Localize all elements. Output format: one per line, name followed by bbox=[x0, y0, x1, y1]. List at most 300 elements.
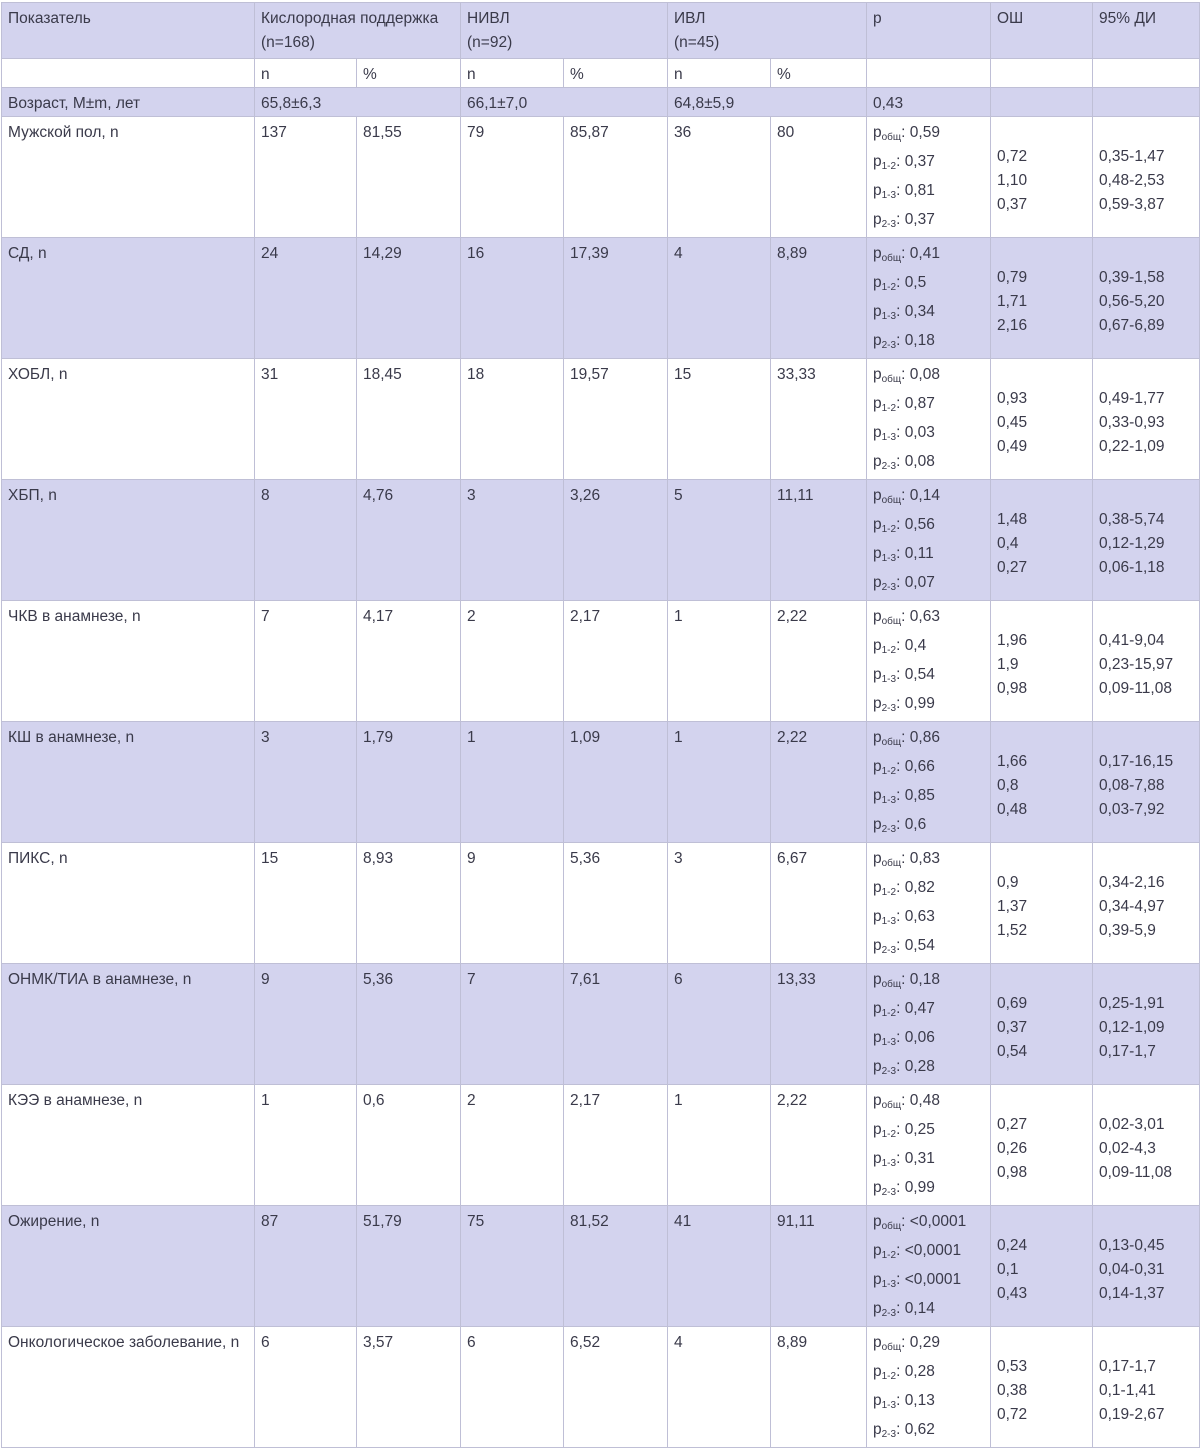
p-symbol: p bbox=[873, 1029, 882, 1046]
table-row bbox=[2, 117, 1200, 238]
row-label: СД, n bbox=[2, 238, 255, 359]
p-subscript: 1-3 bbox=[881, 1279, 897, 1290]
p-symbol: p bbox=[873, 211, 882, 228]
table-row bbox=[2, 359, 1200, 480]
odds-ratio-line: 1,52 bbox=[997, 922, 1028, 939]
ci-95-line: 0,02-4,3 bbox=[1099, 1140, 1156, 1157]
p-subscript: 1-3 bbox=[881, 795, 897, 806]
cell-pct2: 7,61 bbox=[564, 964, 668, 1085]
p-1-3 bbox=[873, 179, 984, 208]
ci-95 bbox=[1093, 238, 1200, 359]
p-1-2 bbox=[873, 150, 984, 179]
odds-ratio-line: 0,8 bbox=[997, 777, 1019, 794]
p-value: : 0,41 bbox=[901, 245, 940, 262]
odds-ratio-line: 0,45 bbox=[997, 414, 1028, 431]
p-subscript: 1-2 bbox=[881, 282, 897, 293]
p-subscript: 2-3 bbox=[881, 1429, 897, 1440]
ci-95-line: 0,25-1,91 bbox=[1099, 995, 1165, 1012]
p-overall bbox=[873, 726, 984, 755]
p-symbol: p bbox=[873, 787, 882, 804]
p-symbol: p bbox=[873, 1150, 882, 1167]
ci-95-line: 0,41-9,04 bbox=[1099, 632, 1165, 649]
subheader-pct: % bbox=[564, 59, 668, 88]
cell-pct2: 6,52 bbox=[564, 1327, 668, 1448]
row-label: ОНМК/ТИА в анамнезе, n bbox=[2, 964, 255, 1085]
cell-n1: 7 bbox=[255, 601, 357, 722]
p-2-3 bbox=[873, 571, 984, 600]
header-p: p bbox=[867, 3, 991, 59]
p-symbol: p bbox=[873, 1213, 882, 1230]
p-value: : 0,85 bbox=[896, 787, 935, 804]
row-label: Ожирение, n bbox=[2, 1206, 255, 1327]
odds-ratio-line: 1,48 bbox=[997, 511, 1028, 528]
ci-95 bbox=[1093, 722, 1200, 843]
row-label: ЧКВ в анамнезе, n bbox=[2, 601, 255, 722]
odds-ratio bbox=[991, 1206, 1093, 1327]
p-values bbox=[867, 359, 991, 480]
p-value: : 0,5 bbox=[896, 274, 927, 291]
cell-n1: 9 bbox=[255, 964, 357, 1085]
p-1-3 bbox=[873, 1147, 984, 1176]
odds-ratio-line: 0,27 bbox=[997, 559, 1028, 576]
p-value: : 0,83 bbox=[901, 850, 940, 867]
cell-pct3: 6,67 bbox=[771, 843, 867, 964]
p-2-3 bbox=[873, 934, 984, 963]
blank-line bbox=[997, 1331, 1086, 1355]
p-overall bbox=[873, 605, 984, 634]
header-indicator: Показатель bbox=[2, 3, 255, 59]
p-overall bbox=[873, 1331, 984, 1360]
p-subscript: 1-3 bbox=[881, 1400, 897, 1411]
p-values bbox=[867, 843, 991, 964]
odds-ratio-line: 0,72 bbox=[997, 1406, 1028, 1423]
blank-line bbox=[1099, 1331, 1193, 1355]
p-values bbox=[867, 1327, 991, 1448]
odds-ratio-line: 0,49 bbox=[997, 438, 1028, 455]
odds-ratio-line: 0,24 bbox=[997, 1237, 1028, 1254]
odds-ratio-line: 0,43 bbox=[997, 1285, 1028, 1302]
ci-95-line: 0,09-11,08 bbox=[1099, 680, 1172, 697]
cell-n1: 87 bbox=[255, 1206, 357, 1327]
odds-ratio-line: 0,48 bbox=[997, 801, 1028, 818]
cell-n1: 137 bbox=[255, 117, 357, 238]
ci-95-line: 0,03-7,92 bbox=[1099, 801, 1165, 818]
cell-pct3: 91,11 bbox=[771, 1206, 867, 1327]
p-subscript: 1-3 bbox=[881, 190, 897, 201]
p-subscript: общ bbox=[881, 858, 902, 869]
p-2-3 bbox=[873, 1055, 984, 1084]
header-group-imv bbox=[668, 3, 867, 59]
cell-n2: 18 bbox=[461, 359, 564, 480]
cell-pct3: 2,22 bbox=[771, 601, 867, 722]
p-values bbox=[867, 1206, 991, 1327]
age-row bbox=[2, 88, 1200, 117]
table-row bbox=[2, 238, 1200, 359]
header-or: ОШ bbox=[991, 3, 1093, 59]
ci-95 bbox=[1093, 1327, 1200, 1448]
odds-ratio bbox=[991, 843, 1093, 964]
p-value: : 0,56 bbox=[896, 516, 935, 533]
p-symbol: p bbox=[873, 182, 882, 199]
p-symbol: p bbox=[873, 1271, 882, 1288]
age-niv: 66,1±7,0 bbox=[461, 88, 668, 117]
cell-pct1: 4,76 bbox=[357, 480, 461, 601]
ci-95-line: 0,04-0,31 bbox=[1099, 1261, 1165, 1278]
ci-95-line: 0,59-3,87 bbox=[1099, 196, 1165, 213]
ci-95-line: 0,34-2,16 bbox=[1099, 874, 1165, 891]
p-symbol: p bbox=[873, 908, 882, 925]
ci-95-line: 0,38-5,74 bbox=[1099, 511, 1165, 528]
group-name: НИВЛ bbox=[467, 10, 510, 27]
odds-ratio-line: 0,4 bbox=[997, 535, 1019, 552]
p-subscript: 1-2 bbox=[881, 1129, 897, 1140]
cell-pct1: 14,29 bbox=[357, 238, 461, 359]
p-subscript: 1-2 bbox=[881, 1250, 897, 1261]
odds-ratio-line: 0,37 bbox=[997, 196, 1028, 213]
p-symbol: p bbox=[873, 695, 882, 712]
ci-95-line: 0,33-0,93 bbox=[1099, 414, 1165, 431]
ci-95-line: 0,13-0,45 bbox=[1099, 1237, 1165, 1254]
group-count: (n=168) bbox=[261, 34, 315, 51]
subheader-n: n bbox=[668, 59, 771, 88]
p-symbol: p bbox=[873, 366, 882, 383]
odds-ratio-line: 0,53 bbox=[997, 1358, 1028, 1375]
odds-ratio-line: 0,98 bbox=[997, 1164, 1028, 1181]
cell-n3: 1 bbox=[668, 722, 771, 843]
p-1-3 bbox=[873, 663, 984, 692]
age-p: 0,43 bbox=[867, 88, 991, 117]
p-value: : 0,25 bbox=[896, 1121, 935, 1138]
ci-95-line: 0,12-1,29 bbox=[1099, 535, 1165, 552]
p-2-3 bbox=[873, 329, 984, 358]
cell-pct3: 2,22 bbox=[771, 1085, 867, 1206]
p-value: : 0,86 bbox=[901, 729, 940, 746]
p-subscript: 1-2 bbox=[881, 524, 897, 535]
cell-n3: 41 bbox=[668, 1206, 771, 1327]
odds-ratio-line: 0,38 bbox=[997, 1382, 1028, 1399]
row-label: ХОБЛ, n bbox=[2, 359, 255, 480]
p-value: : 0,63 bbox=[901, 608, 940, 625]
p-symbol: p bbox=[873, 879, 882, 896]
p-value: : <0,0001 bbox=[896, 1242, 962, 1259]
p-value: : 0,06 bbox=[896, 1029, 935, 1046]
cell-pct3: 11,11 bbox=[771, 480, 867, 601]
group-name: Кислородная поддержка bbox=[261, 10, 439, 27]
p-subscript: 1-3 bbox=[881, 916, 897, 927]
ci-95 bbox=[1093, 964, 1200, 1085]
odds-ratio-line: 0,37 bbox=[997, 1019, 1028, 1036]
ci-95-line: 0,14-1,37 bbox=[1099, 1285, 1165, 1302]
p-symbol: p bbox=[873, 1334, 882, 1351]
p-2-3 bbox=[873, 450, 984, 479]
blank-line bbox=[1099, 605, 1193, 629]
blank-line bbox=[997, 363, 1086, 387]
p-subscript: общ bbox=[881, 979, 902, 990]
cell-n3: 4 bbox=[668, 1327, 771, 1448]
cell-n3: 1 bbox=[668, 1085, 771, 1206]
cell-n2: 9 bbox=[461, 843, 564, 964]
table-row bbox=[2, 964, 1200, 1085]
cell-n1: 6 bbox=[255, 1327, 357, 1448]
cell-pct2: 81,52 bbox=[564, 1206, 668, 1327]
p-subscript: общ bbox=[881, 132, 902, 143]
p-value: : 0,03 bbox=[896, 424, 935, 441]
ci-95 bbox=[1093, 601, 1200, 722]
p-symbol: p bbox=[873, 1242, 882, 1259]
table-row bbox=[2, 601, 1200, 722]
p-subscript: 1-3 bbox=[881, 1158, 897, 1169]
header-ci: 95% ДИ bbox=[1093, 3, 1200, 59]
p-symbol: p bbox=[873, 1179, 882, 1196]
blank-line bbox=[997, 847, 1086, 871]
p-value: : 0,18 bbox=[896, 332, 935, 349]
cell-pct1: 5,36 bbox=[357, 964, 461, 1085]
ci-95-line: 0,17-1,7 bbox=[1099, 1358, 1156, 1375]
p-symbol: p bbox=[873, 245, 882, 262]
subheader-empty bbox=[991, 59, 1093, 88]
blank-line bbox=[1099, 1210, 1193, 1234]
p-value: : 0,82 bbox=[896, 879, 935, 896]
p-subscript: 1-2 bbox=[881, 645, 897, 656]
ci-95-line: 0,67-6,89 bbox=[1099, 317, 1165, 334]
p-subscript: 1-3 bbox=[881, 311, 897, 322]
p-subscript: 2-3 bbox=[881, 1187, 897, 1198]
subheader-empty bbox=[2, 59, 255, 88]
ci-95-line: 0,34-4,97 bbox=[1099, 898, 1165, 915]
blank-line bbox=[1099, 726, 1193, 750]
blank-line bbox=[997, 726, 1086, 750]
p-subscript: 1-2 bbox=[881, 1008, 897, 1019]
odds-ratio-line: 1,66 bbox=[997, 753, 1028, 770]
comorbidity-table bbox=[1, 2, 1200, 1448]
cell-n1: 31 bbox=[255, 359, 357, 480]
odds-ratio bbox=[991, 601, 1093, 722]
p-subscript: 2-3 bbox=[881, 1066, 897, 1077]
p-1-3 bbox=[873, 421, 984, 450]
ci-95-line: 0,23-15,97 bbox=[1099, 656, 1174, 673]
p-subscript: 2-3 bbox=[881, 582, 897, 593]
p-symbol: p bbox=[873, 1092, 882, 1109]
age-ci bbox=[1093, 88, 1200, 117]
ci-95-line: 0,22-1,09 bbox=[1099, 438, 1165, 455]
cell-n2: 2 bbox=[461, 601, 564, 722]
odds-ratio-line: 0,72 bbox=[997, 148, 1028, 165]
blank-line bbox=[1099, 242, 1193, 266]
p-symbol: p bbox=[873, 1363, 882, 1380]
cell-pct2: 1,09 bbox=[564, 722, 668, 843]
table-row bbox=[2, 1085, 1200, 1206]
p-overall bbox=[873, 363, 984, 392]
cell-n2: 3 bbox=[461, 480, 564, 601]
p-value: : <0,0001 bbox=[896, 1271, 962, 1288]
p-value: : 0,87 bbox=[896, 395, 935, 412]
p-subscript: 1-2 bbox=[881, 1371, 897, 1382]
p-symbol: p bbox=[873, 1392, 882, 1409]
blank-line bbox=[1099, 847, 1193, 871]
ci-95 bbox=[1093, 117, 1200, 238]
p-value: : 0,54 bbox=[896, 937, 935, 954]
p-symbol: p bbox=[873, 516, 882, 533]
odds-ratio bbox=[991, 722, 1093, 843]
odds-ratio-line: 0,93 bbox=[997, 390, 1028, 407]
cell-n3: 36 bbox=[668, 117, 771, 238]
blank-line bbox=[997, 1089, 1086, 1113]
cell-pct1: 4,17 bbox=[357, 601, 461, 722]
cell-pct1: 8,93 bbox=[357, 843, 461, 964]
ci-95-line: 0,49-1,77 bbox=[1099, 390, 1165, 407]
subheader-empty bbox=[867, 59, 991, 88]
p-value: : 0,31 bbox=[896, 1150, 935, 1167]
cell-n3: 15 bbox=[668, 359, 771, 480]
p-value: : 0,59 bbox=[901, 124, 940, 141]
p-symbol: p bbox=[873, 453, 882, 470]
blank-line bbox=[997, 1210, 1086, 1234]
p-value: : 0,37 bbox=[896, 153, 935, 170]
age-or bbox=[991, 88, 1093, 117]
cell-pct2: 19,57 bbox=[564, 359, 668, 480]
ci-95-line: 0,02-3,01 bbox=[1099, 1116, 1165, 1133]
p-value: : 0,18 bbox=[901, 971, 940, 988]
p-value: : 0,37 bbox=[896, 211, 935, 228]
subheader-n: n bbox=[255, 59, 357, 88]
p-symbol: p bbox=[873, 850, 882, 867]
ci-95 bbox=[1093, 359, 1200, 480]
p-subscript: общ bbox=[881, 1221, 902, 1232]
p-value: : 0,28 bbox=[896, 1363, 935, 1380]
p-symbol: p bbox=[873, 1121, 882, 1138]
p-symbol: p bbox=[873, 729, 882, 746]
odds-ratio bbox=[991, 1327, 1093, 1448]
p-2-3 bbox=[873, 813, 984, 842]
p-subscript: 2-3 bbox=[881, 824, 897, 835]
subheader-pct: % bbox=[357, 59, 461, 88]
table-row bbox=[2, 1327, 1200, 1448]
cell-pct1: 0,6 bbox=[357, 1085, 461, 1206]
ci-95-line: 0,35-1,47 bbox=[1099, 148, 1165, 165]
p-symbol: p bbox=[873, 666, 882, 683]
p-symbol: p bbox=[873, 1058, 882, 1075]
p-values bbox=[867, 1085, 991, 1206]
p-1-2 bbox=[873, 513, 984, 542]
header-group-niv bbox=[461, 3, 668, 59]
blank-line bbox=[997, 242, 1086, 266]
row-label: КШ в анамнезе, n bbox=[2, 722, 255, 843]
cell-pct1: 3,57 bbox=[357, 1327, 461, 1448]
p-2-3 bbox=[873, 1176, 984, 1205]
subheader-row bbox=[2, 59, 1200, 88]
cell-pct3: 13,33 bbox=[771, 964, 867, 1085]
p-subscript: общ bbox=[881, 737, 902, 748]
blank-line bbox=[1099, 1089, 1193, 1113]
p-symbol: p bbox=[873, 487, 882, 504]
p-symbol: p bbox=[873, 303, 882, 320]
p-1-3 bbox=[873, 300, 984, 329]
p-overall bbox=[873, 968, 984, 997]
p-symbol: p bbox=[873, 424, 882, 441]
p-values bbox=[867, 117, 991, 238]
p-symbol: p bbox=[873, 153, 882, 170]
odds-ratio-line: 0,69 bbox=[997, 995, 1028, 1012]
odds-ratio-line: 0,79 bbox=[997, 269, 1028, 286]
cell-n3: 4 bbox=[668, 238, 771, 359]
p-value: : 0,08 bbox=[896, 453, 935, 470]
p-subscript: 1-3 bbox=[881, 553, 897, 564]
ci-95-line: 0,39-5,9 bbox=[1099, 922, 1156, 939]
row-label: Онкологическое заболевание, n bbox=[2, 1327, 255, 1448]
p-symbol: p bbox=[873, 637, 882, 654]
odds-ratio-line: 1,9 bbox=[997, 656, 1019, 673]
p-1-2 bbox=[873, 1360, 984, 1389]
group-name: ИВЛ bbox=[674, 10, 706, 27]
p-value: : 0,14 bbox=[896, 1300, 935, 1317]
odds-ratio-line: 0,26 bbox=[997, 1140, 1028, 1157]
p-subscript: 2-3 bbox=[881, 703, 897, 714]
cell-pct2: 85,87 bbox=[564, 117, 668, 238]
odds-ratio-line: 1,37 bbox=[997, 898, 1028, 915]
table-row bbox=[2, 480, 1200, 601]
cell-pct2: 5,36 bbox=[564, 843, 668, 964]
p-value: : 0,28 bbox=[896, 1058, 935, 1075]
p-value: : <0,0001 bbox=[901, 1213, 967, 1230]
p-1-2 bbox=[873, 1239, 984, 1268]
p-subscript: 1-3 bbox=[881, 432, 897, 443]
p-value: : 0,99 bbox=[896, 695, 935, 712]
cell-pct3: 8,89 bbox=[771, 238, 867, 359]
p-1-2 bbox=[873, 1118, 984, 1147]
p-1-2 bbox=[873, 755, 984, 784]
cell-pct3: 33,33 bbox=[771, 359, 867, 480]
p-value: : 0,07 bbox=[896, 574, 935, 591]
p-subscript: общ bbox=[881, 1100, 902, 1111]
cell-n3: 5 bbox=[668, 480, 771, 601]
odds-ratio bbox=[991, 1085, 1093, 1206]
p-subscript: общ bbox=[881, 374, 902, 385]
ci-95-line: 0,56-5,20 bbox=[1099, 293, 1165, 310]
p-value: : 0,6 bbox=[896, 816, 927, 833]
cell-n2: 2 bbox=[461, 1085, 564, 1206]
p-subscript: 1-3 bbox=[881, 674, 897, 685]
p-value: : 0,14 bbox=[901, 487, 940, 504]
odds-ratio bbox=[991, 480, 1093, 601]
odds-ratio-line: 2,16 bbox=[997, 317, 1028, 334]
cell-n1: 24 bbox=[255, 238, 357, 359]
cell-pct1: 81,55 bbox=[357, 117, 461, 238]
row-label: Мужской пол, n bbox=[2, 117, 255, 238]
age-imv: 64,8±5,9 bbox=[668, 88, 867, 117]
ci-95-line: 0,09-11,08 bbox=[1099, 1164, 1172, 1181]
row-label: КЭЭ в анамнезе, n bbox=[2, 1085, 255, 1206]
p-symbol: p bbox=[873, 332, 882, 349]
p-value: : 0,34 bbox=[896, 303, 935, 320]
p-symbol: p bbox=[873, 1421, 882, 1438]
odds-ratio-line: 1,10 bbox=[997, 172, 1028, 189]
p-symbol: p bbox=[873, 124, 882, 141]
p-value: : 0,66 bbox=[896, 758, 935, 775]
table-row bbox=[2, 843, 1200, 964]
cell-n3: 3 bbox=[668, 843, 771, 964]
blank-line bbox=[1099, 363, 1193, 387]
odds-ratio bbox=[991, 238, 1093, 359]
cell-n1: 15 bbox=[255, 843, 357, 964]
p-1-3 bbox=[873, 1026, 984, 1055]
table-row bbox=[2, 722, 1200, 843]
cell-pct1: 51,79 bbox=[357, 1206, 461, 1327]
p-values bbox=[867, 238, 991, 359]
cell-n2: 7 bbox=[461, 964, 564, 1085]
p-symbol: p bbox=[873, 971, 882, 988]
cell-n2: 1 bbox=[461, 722, 564, 843]
p-symbol: p bbox=[873, 937, 882, 954]
